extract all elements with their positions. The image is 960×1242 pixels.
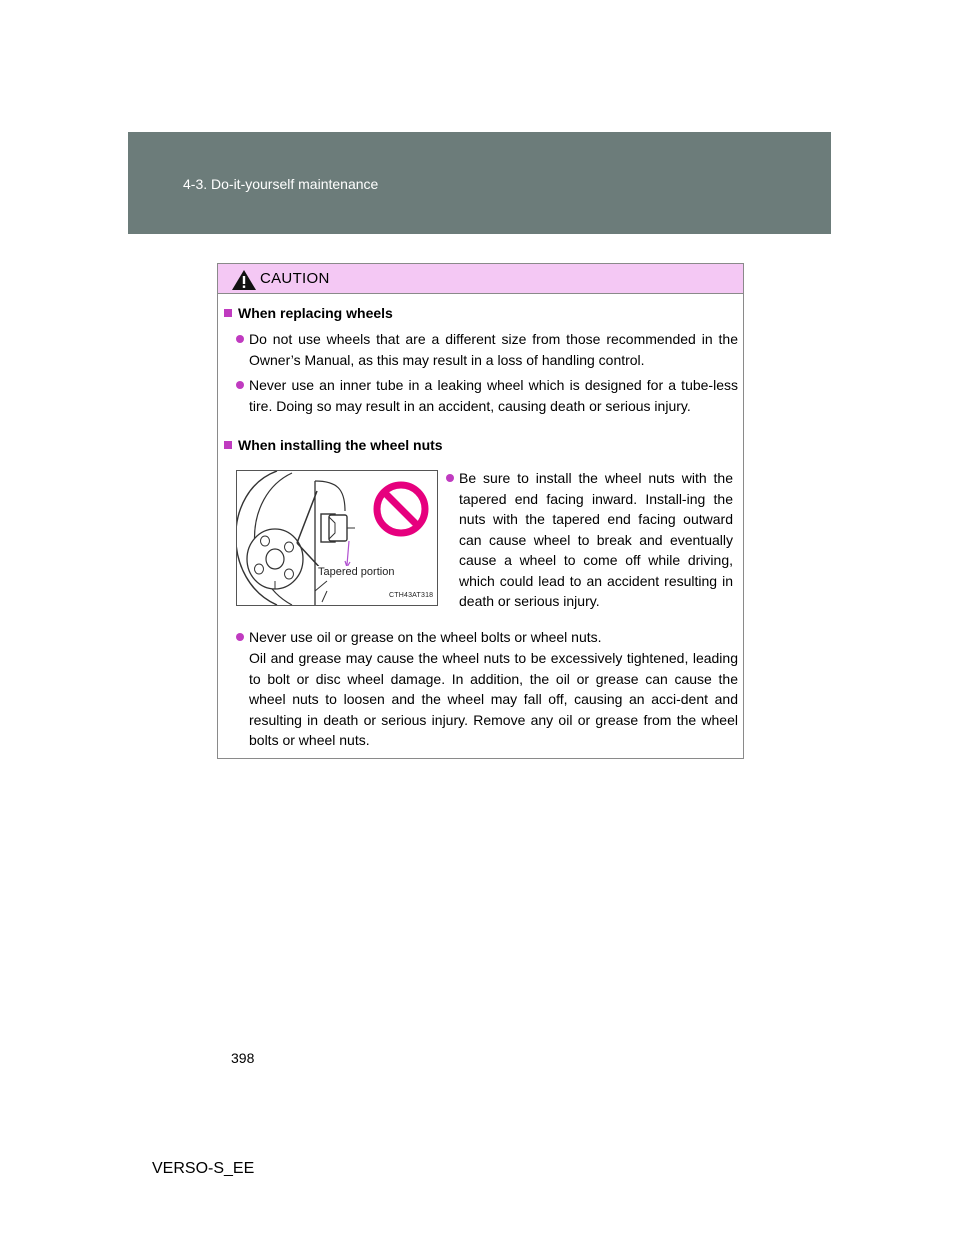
heading-replacing-wheels: When replacing wheels [224,305,393,321]
caution-header [218,264,743,294]
bullet-no-oil: Never use oil or grease on the wheel bolts or wheel nuts. [249,627,738,648]
header-band [128,132,831,234]
figure-caption: Tapered portion [318,566,395,578]
bullet-no-oil-detail: Oil and grease may cause the wheel nuts to be excessively tightened, leading to bolt or disc wheel damage. In addition, the oil or grease can cause the wheel nuts to loosen and the wheel may fall off, causing an acci-dent and resulting in death or serious injury. Remove any oil or grease from the wheel bolts or wheel nuts. [249,650,738,748]
square-bullet-icon [224,309,232,317]
wheel-nut-figure [236,470,438,606]
bullet-wheel-size: Do not use wheels that are a different size from those recommended in the Owner’s Manual, as this may result in a loss of handling control. [249,329,738,370]
round-bullet-icon [236,335,244,343]
model-code: VERSO-S_EE [152,1160,255,1177]
heading-installing-nuts: When installing the wheel nuts [224,437,443,453]
square-bullet-icon [224,441,232,449]
bullet-tapered-end: Be sure to install the wheel nuts with the tapered end facing inward. Install-ing the nuts with the tapered end facing outward can cause wheel to break and eventually cause a wheel to come off while driving, which could lead to an accident resulting in death or serious injury. [459,468,733,612]
caution-label: CAUTION [260,270,330,287]
caution-box [217,263,744,759]
figure-code: CTH43AT318 [389,592,434,599]
page-number: 398 [231,1050,255,1066]
wheel-illustration [237,471,437,605]
round-bullet-icon [236,633,244,641]
round-bullet-icon [236,381,244,389]
prohibition-icon [377,485,425,533]
bullet-inner-tube: Never use an inner tube in a leaking wheel which is designed for a tube-less tire. Doing so may result in an accident, causing death or serious injury. [249,375,738,416]
round-bullet-icon [446,474,454,482]
section-title: 4-3. Do-it-yourself maintenance [183,176,379,192]
warning-triangle-icon [231,269,257,291]
